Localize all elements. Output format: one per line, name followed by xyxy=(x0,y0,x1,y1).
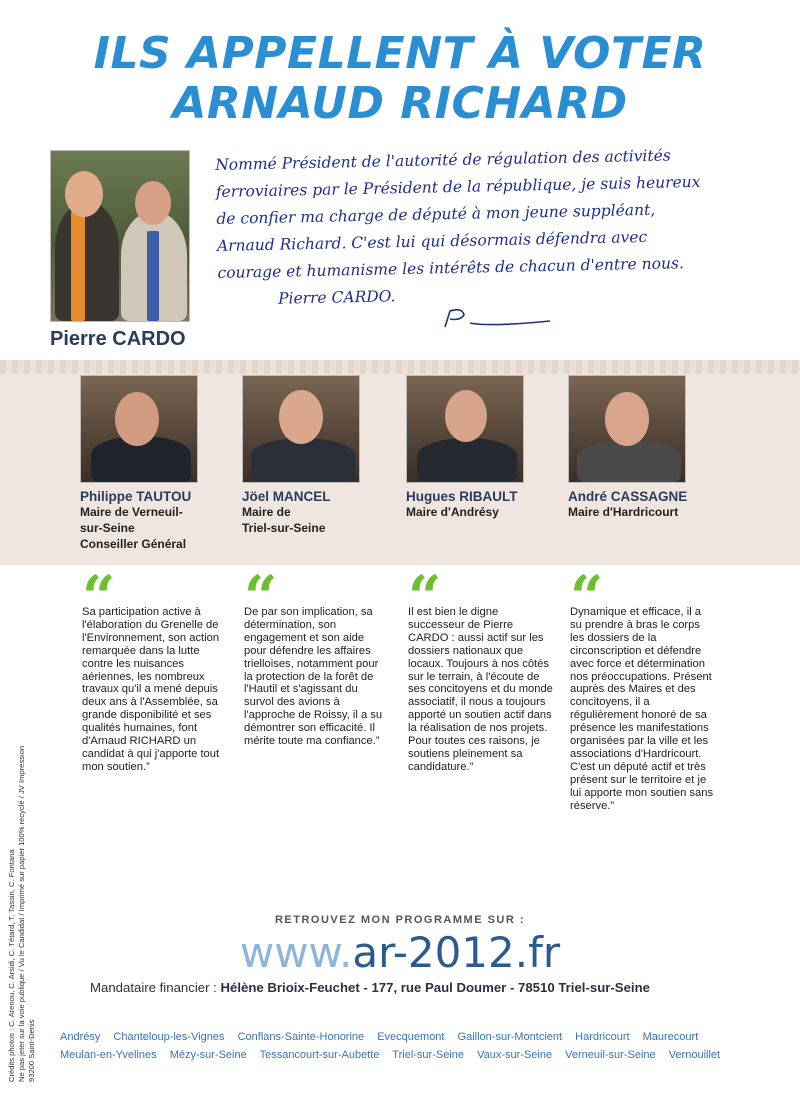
quote-text: Sa participation active à l'élaboration du Grenelle de l'Environnement, son action remarquée dans la lutte contre les nuisances aériennes, les nombreux travaux qu'il a mené depuis deux ans à l'Assemblée, sa grande disponibilité et ses qualités humaines, font d'Arnaud RICHARD un candidat à qui j'apporte tout mon soutien.” xyxy=(82,606,220,773)
town-item: Conflans-Sainte-Honorine xyxy=(237,1031,365,1043)
handwritten-line: Pierre CARDO. xyxy=(277,287,396,308)
towns-list xyxy=(60,1028,760,1064)
town-item: Tessancourt-sur-Aubette xyxy=(259,1049,380,1061)
mandataire-label: Mandataire financier : xyxy=(90,980,221,995)
mayor-photo xyxy=(406,375,524,483)
program-callout: RETROUVEZ MON PROGRAMME SUR : xyxy=(274,914,526,926)
quote-mark-icon xyxy=(244,572,389,604)
mayor-role: sur-Seine xyxy=(80,521,135,535)
town-item: Andrésy xyxy=(60,1031,101,1043)
quote-text: Il est bien le digne successeur de Pierre CARDO : aussi actif sur les dossiers nationaux que locaux. Toujours à nos côtés sur le terrain, à l'écoute de ses concitoyens et du monde associatif, il nous a toujours apporté un soutien actif dans la réalisation de nos projets. Pour toutes ces raisons, je soutiens pleinement sa candidature.” xyxy=(408,606,553,773)
headline-line-2: ARNAUD RICHARD xyxy=(172,78,628,129)
quote-mancel xyxy=(244,572,389,748)
headline-line-1: ILS APPELLENT À VOTER xyxy=(93,28,707,79)
quote-tautou xyxy=(82,572,227,774)
quote-mark-icon xyxy=(82,572,227,604)
mayor-role: Conseiller Général xyxy=(80,537,187,551)
town-item: Triel-sur-Seine xyxy=(392,1049,465,1061)
url-prefix: www. xyxy=(239,928,353,977)
mayor-card-ribault xyxy=(406,375,566,520)
mayor-photo xyxy=(80,375,198,483)
mayor-photo xyxy=(568,375,686,483)
credits-line: Ne pas jeter sur la voie publique / Vu le Candidat / Imprimé sur papier 100% recyclé / JV Impression 93200 Saint-Denis xyxy=(17,745,36,1082)
quote-ribault xyxy=(408,572,553,774)
mayor-photo xyxy=(242,375,360,483)
town-item: Hardricourt xyxy=(575,1031,630,1043)
mayor-role: Maire d'Andrésy xyxy=(406,505,499,519)
town-item: Maurecourt xyxy=(642,1031,699,1043)
website-link[interactable] xyxy=(0,928,800,977)
handwritten-line: Arnaud Richard. C'est lui qui désormais défendra avec xyxy=(216,227,648,255)
signature-icon xyxy=(440,305,560,333)
town-item: Evecquemont xyxy=(377,1031,445,1043)
quote-text: Dynamique et efficace, il a su prendre à bras le corps les dossiers de la circonscription et défendre avec force et détermination nos préoccupations. Présent auprès des Maires et des concitoyens, il a régulièrement honoré de sa présence les manifestations organisées par la ville et les associations d'Hardricourt. C'est un député actif et très présent sur le territoire et je lui apporte mon soutien sans réserve.” xyxy=(570,606,714,812)
mayor-name: Jöel MANCEL xyxy=(242,489,331,504)
town-item: Verneuil-sur-Seine xyxy=(565,1049,656,1061)
financial-agent xyxy=(90,980,650,995)
mayor-role: Maire de Verneuil- xyxy=(80,505,183,519)
mayor-name: Hugues RIBAULT xyxy=(406,489,518,504)
quote-cassagne xyxy=(570,572,715,813)
mandataire-value: Hélène Brioix-Feuchet - 177, rue Paul Doumer - 78510 Triel-sur-Seine xyxy=(220,980,650,995)
town-item: Mézy-sur-Seine xyxy=(169,1049,247,1061)
quote-mark-icon xyxy=(570,572,715,604)
url-domain: ar-2012.fr xyxy=(352,928,561,977)
mayor-role: Maire d'Hardricourt xyxy=(568,505,679,519)
quote-text: De par son implication, sa détermination, son engagement et son aide pour défendre les affaires trielloises, notamment pour la protection de la forêt de l'Hautil et s'agissant du survol des avions à l'approche de Roissy, il a su démontrer son efficacité. Il mérite toute ma confiance.” xyxy=(244,606,383,748)
handwritten-line: courage et humanisme les intérêts de chacun d'entre nous. xyxy=(217,254,685,282)
handwritten-message xyxy=(215,140,778,314)
handwritten-line: ferroviaires par le Président de la république, je suis heureux xyxy=(215,172,701,201)
mayor-name: André CASSAGNE xyxy=(568,489,688,504)
mayor-card-mancel xyxy=(242,375,402,536)
mayor-card-tautou xyxy=(80,375,240,552)
mayor-card-cassagne xyxy=(568,375,728,520)
handwritten-line: Nommé Président de l'autorité de régulation des activités xyxy=(215,146,671,174)
town-item: Vernouillet xyxy=(668,1049,721,1061)
mayor-role: Triel-sur-Seine xyxy=(242,521,326,535)
town-item: Vaux-sur-Seine xyxy=(477,1049,553,1061)
mayor-role: Maire de xyxy=(242,505,291,519)
pierre-cardo-name: Pierre CARDO xyxy=(50,328,186,350)
band-texture xyxy=(0,360,800,374)
pierre-cardo-photo xyxy=(50,150,190,322)
town-item: Gaillon-sur-Montcient xyxy=(457,1031,563,1043)
town-item: Meulan-en-Yvelines xyxy=(60,1049,157,1061)
quote-mark-icon xyxy=(408,572,553,604)
mayor-name: Philippe TAUTOU xyxy=(80,489,192,504)
credits-line: Crédits photos : C. Arenou, C. Arsidi, C. Tétard, T. Tassin, C. Fontana xyxy=(7,849,16,1082)
photo-credits xyxy=(7,742,37,1082)
town-item: Chanteloup-les-Vignes xyxy=(113,1031,225,1043)
handwritten-line: de confier ma charge de député à mon jeune suppléant, xyxy=(216,200,656,228)
